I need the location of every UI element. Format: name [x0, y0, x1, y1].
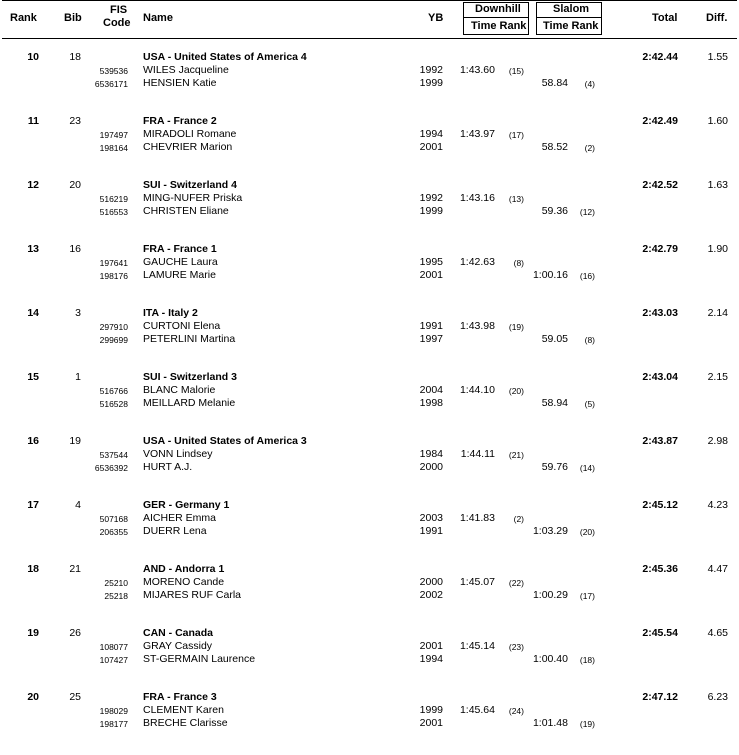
team-name: SUI - Switzerland 3: [143, 371, 237, 383]
slalom-time: 58.94: [541, 397, 568, 409]
diff-value: 6.23: [707, 691, 728, 703]
diff-value: 1.63: [707, 179, 728, 191]
athlete-fis-code: 25210: [104, 578, 128, 588]
downhill-time: 1:45.64: [459, 704, 495, 716]
athlete-name: CHEVRIER Marion: [143, 141, 233, 153]
slalom-divider: [536, 17, 602, 18]
athlete-name: MIJARES RUF Carla: [143, 589, 242, 601]
athlete-fis-code: 516766: [99, 386, 128, 396]
slalom-time: 59.05: [541, 333, 568, 345]
result-entry: [0, 307, 739, 371]
bib-value: 1: [75, 371, 81, 383]
slalom-rank: (12): [579, 207, 595, 217]
slalom-time: 1:03.29: [532, 525, 568, 537]
athlete-yb: 2001: [419, 141, 443, 153]
bib-value: 4: [75, 499, 81, 511]
downhill-divider: [463, 17, 529, 18]
downhill-time: 1:45.14: [459, 640, 495, 652]
rank-value: 18: [27, 563, 39, 575]
athlete-name: BRECHE Clarisse: [143, 717, 228, 729]
rank-value: 19: [27, 627, 39, 639]
slalom-time: 1:00.16: [532, 269, 568, 281]
downhill-rank: (19): [508, 322, 524, 332]
bib-value: 3: [75, 307, 81, 319]
bib-value: 23: [69, 115, 81, 127]
athlete-yb: 1992: [419, 64, 443, 76]
header-code: Code: [103, 17, 131, 29]
athlete-yb: 2004: [419, 384, 443, 396]
diff-value: 2.15: [707, 371, 728, 383]
athlete-fis-code: 516528: [99, 399, 128, 409]
result-entry: [0, 51, 739, 115]
slalom-rank: (5): [584, 399, 595, 409]
slalom-rank: (19): [579, 719, 595, 729]
athlete-fis-code: 197497: [99, 130, 128, 140]
total-time: 2:42.79: [642, 243, 678, 255]
diff-value: 2.98: [707, 435, 728, 447]
athlete-fis-code: 198164: [99, 143, 128, 153]
team-name: SUI - Switzerland 4: [143, 179, 237, 191]
team-name: GER - Germany 1: [143, 499, 230, 511]
result-entry: [0, 435, 739, 499]
rank-value: 12: [27, 179, 39, 191]
header-top-border: [2, 0, 737, 1]
athlete-yb: 2001: [419, 717, 443, 729]
slalom-time: 58.84: [541, 77, 568, 89]
result-entry: [0, 115, 739, 179]
athlete-name: VONN Lindsey: [143, 448, 213, 460]
downhill-time: 1:43.16: [459, 192, 495, 204]
header-total: Total: [652, 12, 678, 24]
slalom-rank: (18): [579, 655, 595, 665]
athlete-name: LAMURE Marie: [143, 269, 216, 281]
downhill-time: 1:42.63: [459, 256, 495, 268]
result-entry: [0, 179, 739, 243]
team-name: FRA - France 2: [143, 115, 217, 127]
athlete-name: GAUCHE Laura: [143, 256, 218, 268]
diff-value: 1.60: [707, 115, 728, 127]
header-bottom-border: [2, 38, 737, 39]
total-time: 2:42.44: [642, 51, 678, 63]
athlete-yb: 2000: [419, 461, 443, 473]
athlete-fis-code: 198029: [99, 706, 128, 716]
athlete-name: HENSIEN Katie: [143, 77, 217, 89]
athlete-fis-code: 507168: [99, 514, 128, 524]
athlete-yb: 2002: [419, 589, 443, 601]
bib-value: 21: [69, 563, 81, 575]
athlete-name: PETERLINI Martina: [143, 333, 236, 345]
athlete-yb: 1992: [419, 192, 443, 204]
team-name: FRA - France 3: [143, 691, 217, 703]
slalom-rank: (2): [584, 143, 595, 153]
slalom-time: 1:00.40: [532, 653, 568, 665]
athlete-yb: 1995: [419, 256, 443, 268]
diff-value: 4.47: [707, 563, 728, 575]
bib-value: 16: [69, 243, 81, 255]
athlete-fis-code: 198176: [99, 271, 128, 281]
downhill-time: 1:43.60: [459, 64, 495, 76]
team-name: CAN - Canada: [143, 627, 214, 639]
athlete-fis-code: 297910: [99, 322, 128, 332]
team-name: USA - United States of America 4: [143, 51, 307, 63]
bib-value: 18: [69, 51, 81, 63]
athlete-fis-code: 206355: [99, 527, 128, 537]
header-name: Name: [143, 12, 173, 24]
athlete-fis-code: 539536: [99, 66, 128, 76]
slalom-time: 1:01.48: [532, 717, 568, 729]
diff-value: 1.55: [707, 51, 728, 63]
athlete-yb: 2003: [419, 512, 443, 524]
athlete-fis-code: 107427: [99, 655, 128, 665]
athlete-name: AICHER Emma: [143, 512, 216, 524]
downhill-rank: (24): [508, 706, 524, 716]
rank-value: 10: [27, 51, 39, 63]
downhill-rank: (2): [513, 514, 524, 524]
diff-value: 2.14: [707, 307, 728, 319]
result-entry: [0, 371, 739, 435]
athlete-name: CLEMENT Karen: [143, 704, 224, 716]
rank-value: 17: [27, 499, 39, 511]
downhill-rank: (17): [508, 130, 524, 140]
slalom-rank: (8): [584, 335, 595, 345]
total-time: 2:47.12: [642, 691, 678, 703]
downhill-time: 1:44.10: [459, 384, 495, 396]
athlete-fis-code: 198177: [99, 719, 128, 729]
total-time: 2:42.49: [642, 115, 678, 127]
athlete-fis-code: 197641: [99, 258, 128, 268]
rank-value: 11: [27, 115, 39, 127]
downhill-time: 1:44.11: [460, 448, 495, 460]
athlete-yb: 1984: [419, 448, 443, 460]
slalom-rank: (20): [579, 527, 595, 537]
athlete-yb: 2001: [419, 640, 443, 652]
athlete-yb: 1994: [419, 128, 443, 140]
downhill-rank: (8): [513, 258, 524, 268]
athlete-fis-code: 537544: [99, 450, 128, 460]
total-time: 2:42.52: [642, 179, 678, 191]
downhill-rank: (21): [508, 450, 524, 460]
total-time: 2:43.04: [642, 371, 678, 383]
slalom-rank: (17): [579, 591, 595, 601]
athlete-name: MING-NUFER Priska: [143, 192, 243, 204]
total-time: 2:45.12: [642, 499, 678, 511]
diff-value: 4.23: [707, 499, 728, 511]
athlete-name: MEILLARD Melanie: [143, 397, 236, 409]
athlete-name: MIRADOLI Romane: [143, 128, 237, 140]
total-time: 2:45.54: [642, 627, 678, 639]
rank-value: 15: [27, 371, 39, 383]
athlete-name: ST-GERMAIN Laurence: [143, 653, 256, 665]
header-rank: Rank: [10, 12, 37, 24]
bib-value: 25: [69, 691, 81, 703]
athlete-fis-code: 516553: [99, 207, 128, 217]
bib-value: 20: [69, 179, 81, 191]
header-fis: FIS: [110, 4, 128, 16]
downhill-rank: (20): [508, 386, 524, 396]
athlete-yb: 2000: [419, 576, 443, 588]
slalom-time: 58.52: [541, 141, 568, 153]
athlete-yb: 1999: [419, 77, 443, 89]
total-time: 2:43.03: [642, 307, 678, 319]
athlete-fis-code: 6536392: [94, 463, 128, 473]
downhill-time: 1:45.07: [459, 576, 495, 588]
downhill-rank: (22): [508, 578, 524, 588]
athlete-yb: 1991: [419, 525, 443, 537]
rank-value: 13: [27, 243, 39, 255]
header-slalom-sub: Time Rank: [543, 20, 599, 32]
total-time: 2:45.36: [642, 563, 678, 575]
header-slalom: Slalom: [553, 3, 590, 15]
athlete-name: HURT A.J.: [143, 461, 193, 473]
slalom-rank: (4): [584, 79, 595, 89]
athlete-fis-code: 516219: [99, 194, 128, 204]
athlete-yb: 1998: [419, 397, 443, 409]
diff-value: 4.65: [707, 627, 728, 639]
slalom-time: 59.76: [541, 461, 568, 473]
results-header: [0, 0, 739, 40]
athlete-yb: 1999: [419, 704, 443, 716]
bib-value: 19: [69, 435, 81, 447]
athlete-name: BLANC Malorie: [143, 384, 216, 396]
header-bib: Bib: [64, 12, 82, 24]
downhill-rank: (15): [508, 66, 524, 76]
slalom-rank: (16): [579, 271, 595, 281]
downhill-time: 1:43.98: [459, 320, 495, 332]
downhill-rank: (23): [508, 642, 524, 652]
athlete-name: GRAY Cassidy: [143, 640, 213, 652]
athlete-yb: 1994: [419, 653, 443, 665]
athlete-name: MORENO Cande: [143, 576, 225, 588]
total-time: 2:43.87: [642, 435, 678, 447]
athlete-name: CURTONI Elena: [143, 320, 221, 332]
athlete-name: WILES Jacqueline: [143, 64, 229, 76]
slalom-time: 59.36: [541, 205, 568, 217]
rank-value: 14: [27, 307, 39, 319]
athlete-fis-code: 108077: [99, 642, 128, 652]
slalom-time: 1:00.29: [532, 589, 568, 601]
header-downhill-sub: Time Rank: [471, 20, 527, 32]
athlete-yb: 1997: [419, 333, 443, 345]
athlete-fis-code: 6536171: [94, 79, 128, 89]
team-name: AND - Andorra 1: [143, 563, 225, 575]
athlete-yb: 2001: [419, 269, 443, 281]
athlete-name: CHRISTEN Eliane: [143, 205, 229, 217]
result-entry: [0, 691, 739, 755]
result-entry: [0, 627, 739, 691]
downhill-rank: (13): [508, 194, 524, 204]
header-yb: YB: [428, 12, 444, 24]
athlete-fis-code: 25218: [104, 591, 128, 601]
team-name: FRA - France 1: [143, 243, 217, 255]
athlete-name: DUERR Lena: [143, 525, 207, 537]
slalom-rank: (14): [579, 463, 595, 473]
diff-value: 1.90: [707, 243, 728, 255]
team-name: USA - United States of America 3: [143, 435, 307, 447]
result-entry: [0, 499, 739, 563]
athlete-yb: 1991: [419, 320, 443, 332]
rank-value: 20: [27, 691, 39, 703]
downhill-time: 1:43.97: [459, 128, 495, 140]
athlete-yb: 1999: [419, 205, 443, 217]
downhill-time: 1:41.83: [459, 512, 495, 524]
athlete-fis-code: 299699: [99, 335, 128, 345]
result-entry: [0, 563, 739, 627]
header-diff: Diff.: [706, 12, 728, 24]
team-name: ITA - Italy 2: [143, 307, 198, 319]
bib-value: 26: [69, 627, 81, 639]
result-entry: [0, 243, 739, 307]
rank-value: 16: [27, 435, 39, 447]
header-downhill: Downhill: [475, 3, 521, 15]
